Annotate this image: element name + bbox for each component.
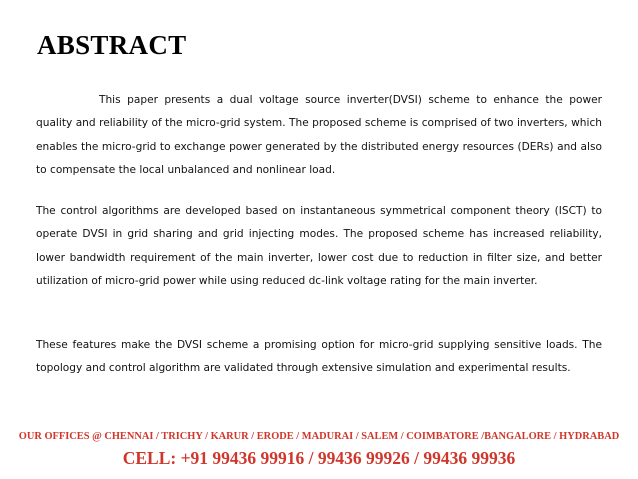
abstract-paragraph-1: This paper presents a dual voltage source inverter(DVSI) scheme to enhance the power quality and reliability of the micro-grid system. The proposed scheme is comprised of two inverters, which enables the micro-grid to exchange power generated by the distributed energy resources (DERs) and also to compensate the local unbalanced and nonlinear load.	[36, 94, 602, 176]
footer-cell-numbers: CELL: +91 99436 99916 / 99436 99926 / 99436 99936	[122, 448, 516, 468]
abstract-paragraph-2: The control algorithms are developed based on instantaneous symmetrical component theory (ISCT) to operate DVSI in grid sharing and grid injecting modes. The proposed scheme has increased reliability, lower bandwidth requirement of the main inverter, lower cost due to reduction in filter size, and better utilization of micro-grid power while using reduced dc-link voltage rating for the main inverter.	[36, 205, 602, 287]
abstract-paragraph-3: These features make the DVSI scheme a promising option for micro-grid supplying sensitive loads. The topology and control algorithm are validated through extensive simulation and experimental results.	[36, 339, 602, 375]
footer-offices-line: OUR OFFICES @ CHENNAI / TRICHY / KARUR / ERODE / MADURAI / SALEM / COIMBATORE /BANGALORE / HYDRABAD	[18, 431, 620, 442]
abstract-heading: ABSTRACT	[37, 30, 187, 60]
